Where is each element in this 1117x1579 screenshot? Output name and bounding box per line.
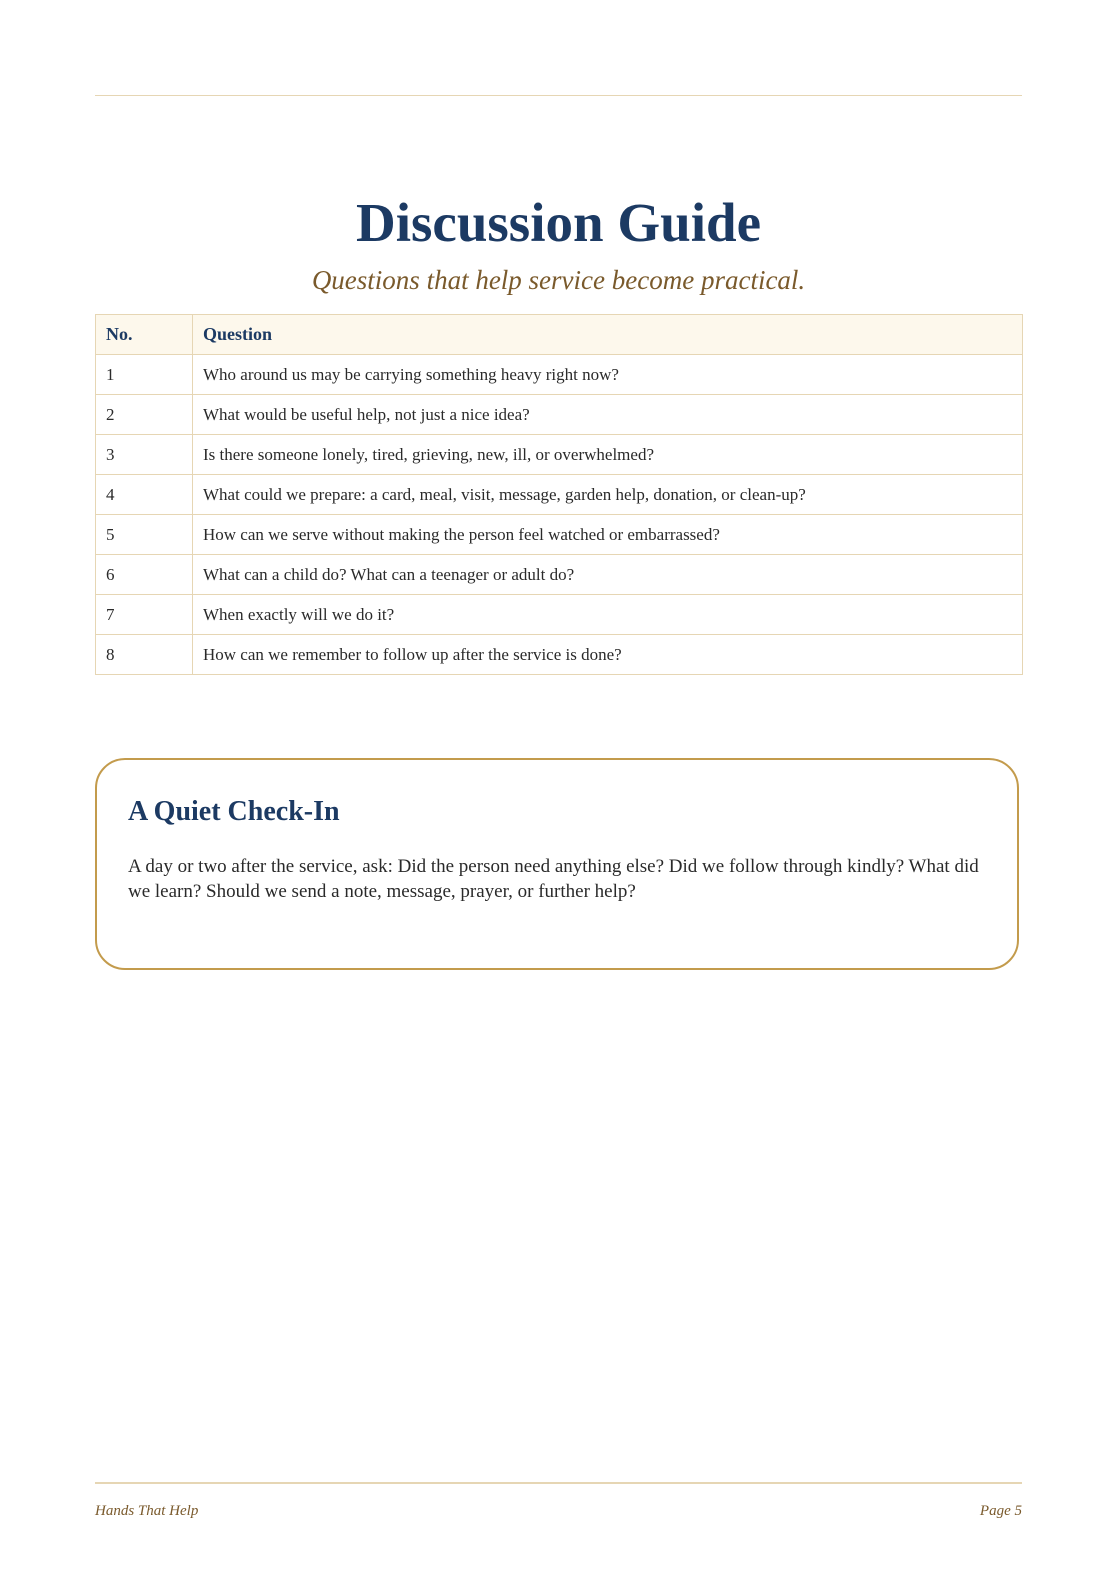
table-header-row — [96, 315, 1023, 355]
row-question: How can we serve without making the person feel watched or embarrassed? — [193, 515, 1023, 555]
questions-table — [95, 314, 1023, 675]
check-in-callout — [95, 758, 1019, 970]
row-number: 3 — [96, 435, 193, 475]
row-number: 6 — [96, 555, 193, 595]
row-question: Who around us may be carrying something heavy right now? — [193, 355, 1023, 395]
table-row — [96, 635, 1023, 675]
row-number: 8 — [96, 635, 193, 675]
page-subtitle: Questions that help service become practical. — [311, 265, 806, 295]
table-row — [96, 595, 1023, 635]
row-number: 7 — [96, 595, 193, 635]
row-question: Is there someone lonely, tired, grieving, new, ill, or overwhelmed? — [193, 435, 1023, 475]
column-header-question: Question — [193, 315, 1023, 355]
row-question: What can a child do? What can a teenager or adult do? — [193, 555, 1023, 595]
callout-body: A day or two after the service, ask: Did the person need anything else? Did we follow through kindly? What did we learn? Should we send a note, message, prayer, or further help? — [128, 856, 979, 902]
callout-title: A Quiet Check-In — [128, 796, 340, 827]
page-title: Discussion Guide — [356, 192, 761, 253]
row-question: What would be useful help, not just a nice idea? — [193, 395, 1023, 435]
row-question: What could we prepare: a card, meal, visit, message, garden help, donation, or clean-up? — [193, 475, 1023, 515]
row-number: 1 — [96, 355, 193, 395]
column-header-number: No. — [96, 315, 193, 355]
row-number: 5 — [96, 515, 193, 555]
footer-page-number: Page 5 — [979, 1503, 1022, 1519]
table-row — [96, 555, 1023, 595]
row-number: 2 — [96, 395, 193, 435]
table-row — [96, 395, 1023, 435]
row-number: 4 — [96, 475, 193, 515]
footer-divider — [95, 1482, 1022, 1484]
table-row — [96, 435, 1023, 475]
row-question: When exactly will we do it? — [193, 595, 1023, 635]
row-question: How can we remember to follow up after the service is done? — [193, 635, 1023, 675]
footer-document-title: Hands That Help — [95, 1503, 199, 1519]
table-row — [96, 475, 1023, 515]
table-row — [96, 515, 1023, 555]
table-row — [96, 355, 1023, 395]
top-divider — [95, 95, 1022, 96]
